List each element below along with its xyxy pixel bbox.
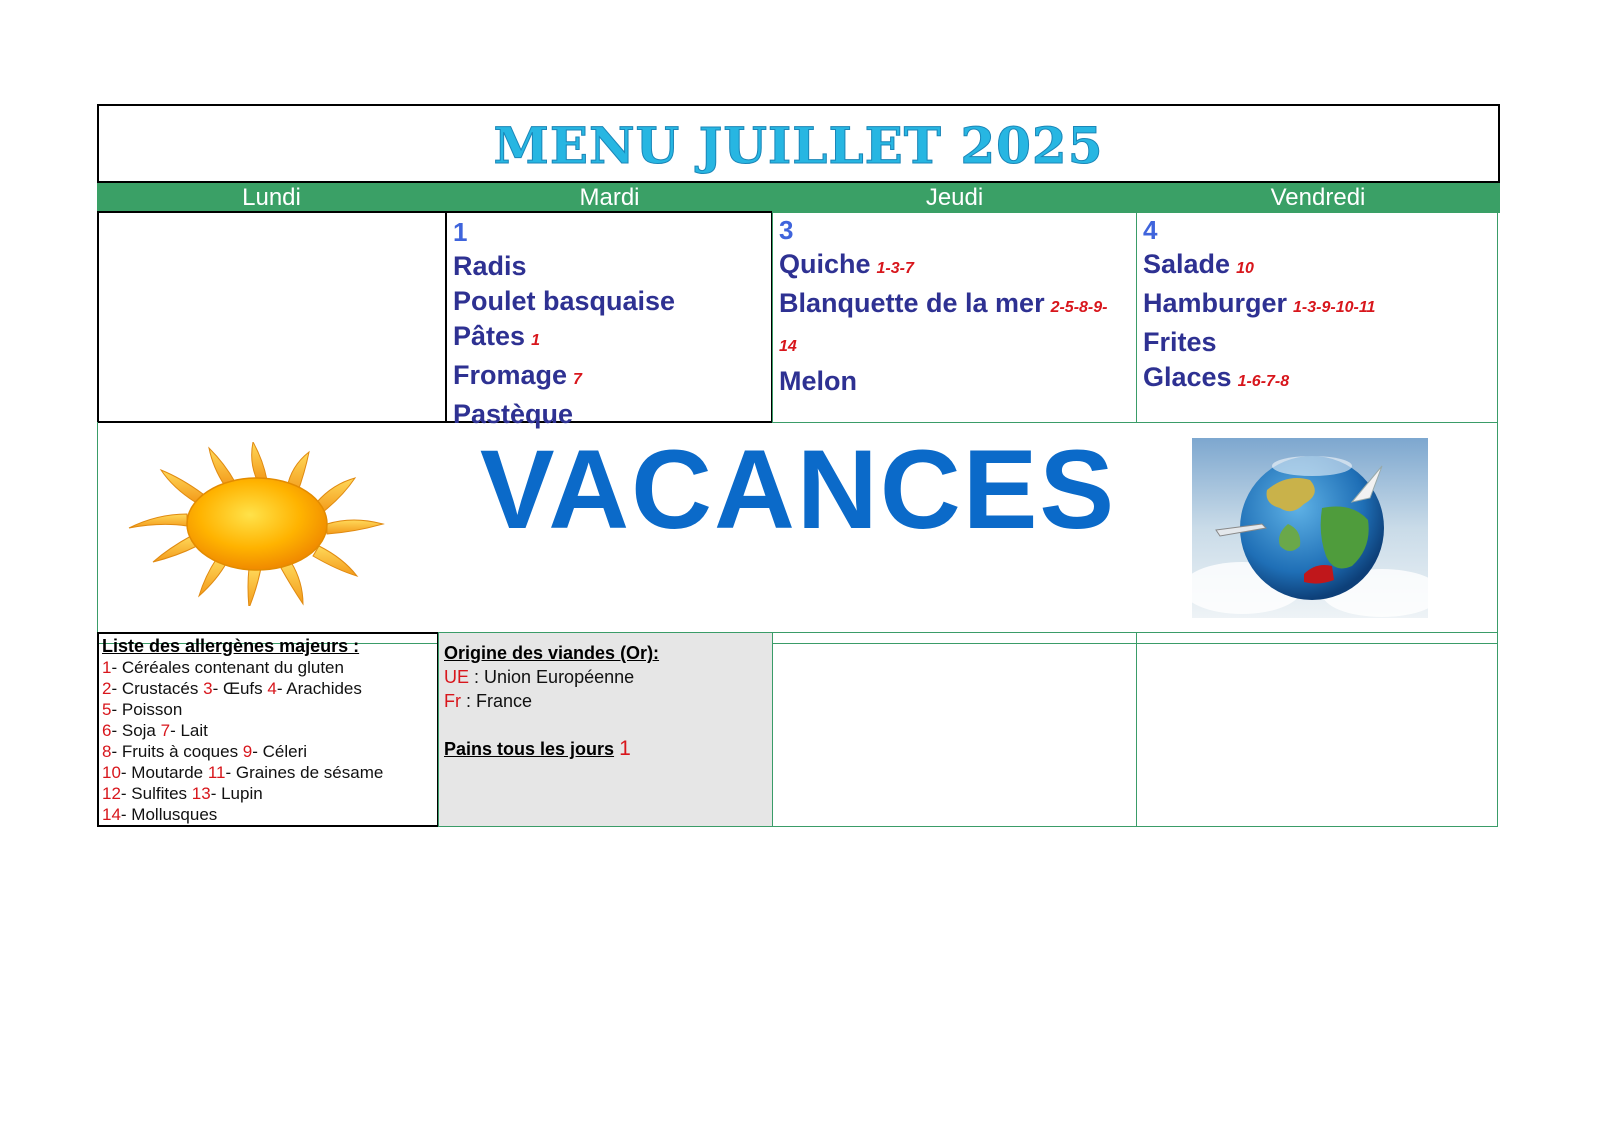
title-banner — [97, 104, 1500, 183]
allergen-codes: 1-6-7-8 — [1237, 373, 1290, 390]
dish-allergen-wrap — [779, 325, 1136, 364]
menu-cell-jeudi — [772, 211, 1137, 423]
allergen-codes: 14 — [779, 338, 797, 355]
dish-item: Pâtes 1 — [453, 321, 540, 351]
menu-cell-lundi — [97, 211, 446, 423]
origin-item: UE : Union Européenne — [444, 667, 635, 687]
dish-item: Pastèque — [453, 399, 574, 429]
date-number: 3 — [779, 215, 794, 245]
date-number: 4 — [1143, 215, 1158, 245]
empty-cell-vendredi — [1136, 632, 1498, 827]
menu-cell-vendredi — [1136, 211, 1498, 423]
day-header-lundi: Lundi — [242, 184, 301, 211]
origin-item: Fr : France — [444, 691, 533, 711]
dish-item: Poulet basquaise — [453, 286, 676, 316]
day-header-mardi: Mardi — [579, 184, 640, 211]
dish-item: Blanquette de la mer 2-5-8-9- — [779, 288, 1108, 318]
allergen-legend — [97, 632, 439, 827]
date-number: 1 — [453, 217, 468, 247]
dish-item: Glaces 1-6-7-8 — [1143, 362, 1290, 392]
dish-item: Melon — [779, 366, 857, 396]
dish-item: Hamburger 1-3-9-10-11 — [1143, 288, 1376, 318]
menu-cell-mardi — [445, 211, 773, 429]
allergen-codes: 2-5-8-9- — [1050, 299, 1108, 316]
weekday-header — [97, 183, 1500, 213]
legend-line: 6- Soja 7- Lait — [102, 721, 208, 740]
spacer — [444, 713, 772, 737]
allergen-codes: 10 — [1236, 260, 1254, 277]
dish-item: Radis — [453, 251, 527, 281]
dish-item: Quiche 1-3-7 — [779, 249, 914, 279]
legend-line: 12- Sulfites 13- Lupin — [102, 784, 263, 803]
legend-line: 1- Céréales contenant du gluten — [102, 658, 344, 677]
day-header-jeudi: Jeudi — [925, 184, 984, 211]
vacances-banner — [97, 422, 1498, 644]
meat-origin-title: Origine des viandes (Or): — [444, 643, 660, 663]
sun-icon — [126, 442, 388, 606]
allergen-codes: 1-3-7 — [876, 260, 914, 277]
dish-item: Salade 10 — [1143, 249, 1254, 279]
allergen-codes: 1 — [531, 332, 540, 349]
page-title: MENU JUILLET 2025 — [493, 115, 1104, 175]
legend-line: 8- Fruits à coques 9- Céleri — [102, 742, 308, 761]
empty-cell-jeudi — [772, 632, 1137, 827]
legend-line: 5- Poisson — [102, 700, 183, 719]
allergen-legend-title: Liste des allergènes majeurs : — [102, 636, 360, 656]
allergen-codes: 1-3-9-10-11 — [1293, 299, 1376, 316]
bread-note: Pains tous les jours 1 — [444, 737, 631, 760]
meat-origin-panel — [438, 632, 773, 827]
legend-line: 2- Crustacés 3- Œufs 4- Arachides — [102, 679, 362, 698]
day-header-vendredi: Vendredi — [1270, 184, 1366, 211]
globe-travel-image — [1192, 438, 1428, 618]
legend-line: 14- Mollusques — [102, 805, 218, 824]
dish-item: Frites — [1143, 327, 1217, 357]
legend-line: 10- Moutarde 11- Graines de sésame — [102, 763, 384, 782]
allergen-codes: 7 — [573, 371, 582, 388]
vacances-title: VACANCES — [479, 427, 1117, 552]
dish-item: Fromage 7 — [453, 360, 582, 390]
